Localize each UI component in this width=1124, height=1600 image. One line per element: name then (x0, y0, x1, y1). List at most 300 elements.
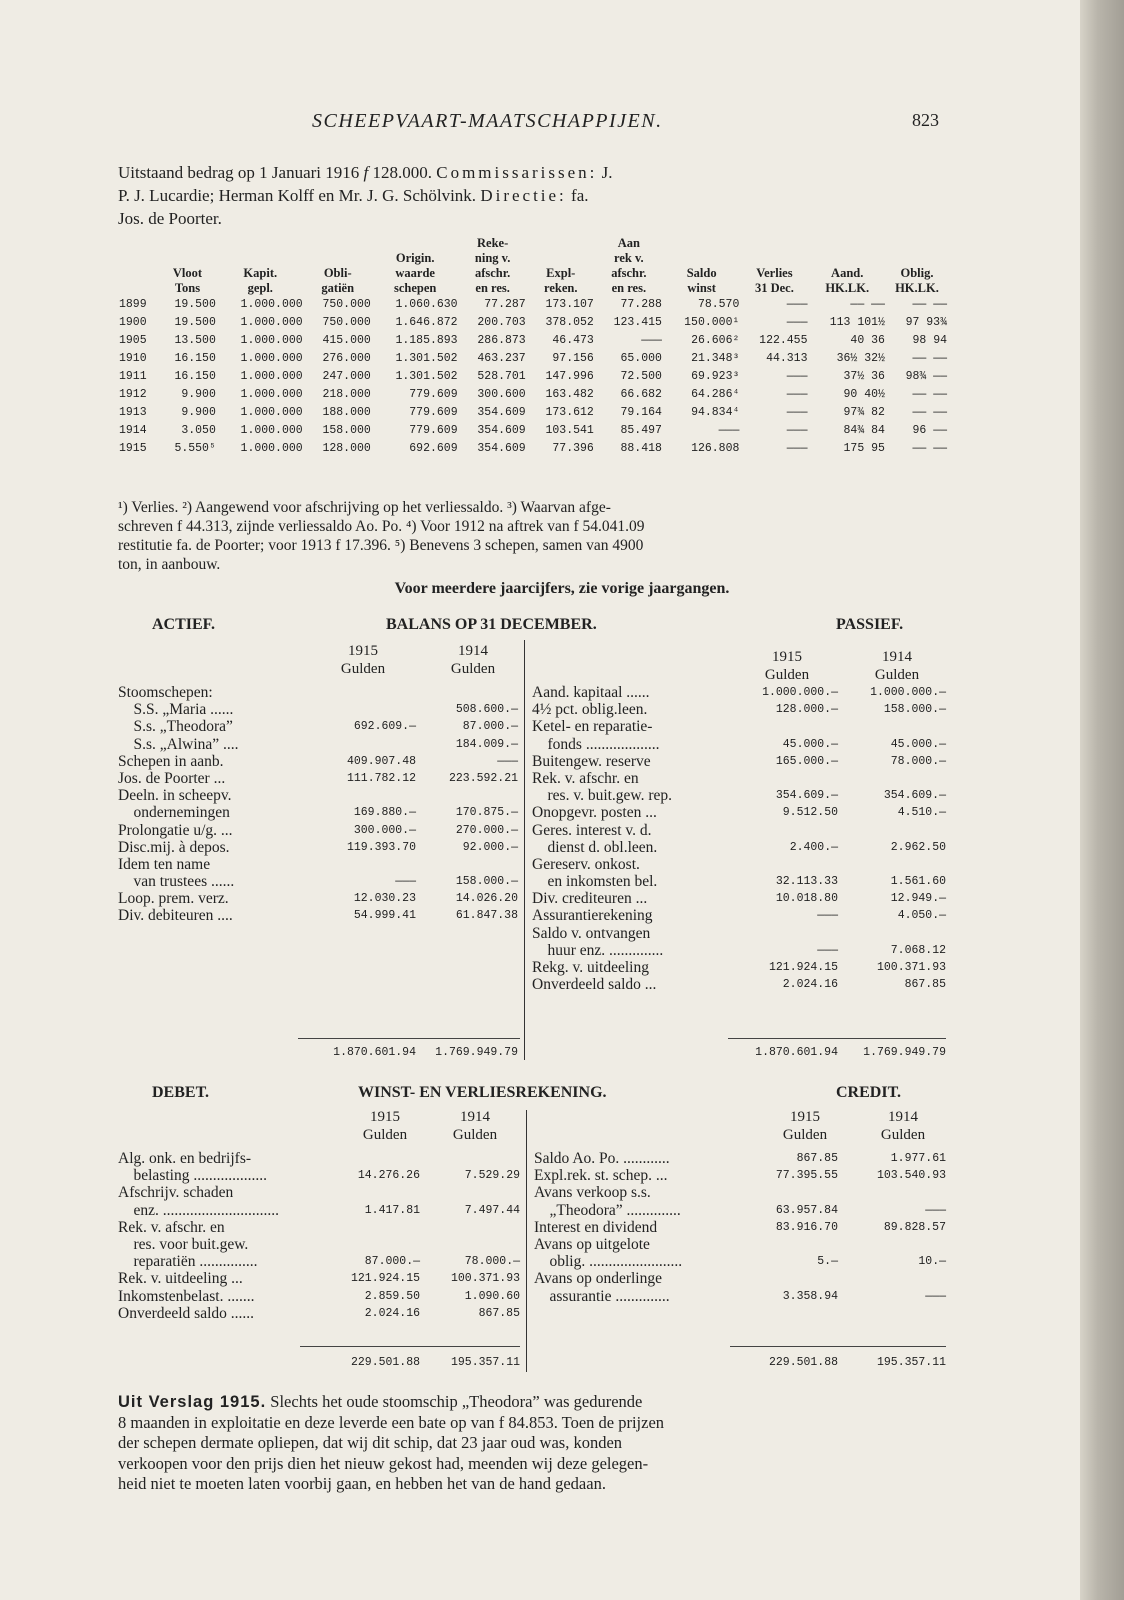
account-label: Onopgevr. posten ... (532, 804, 657, 822)
fleet-cell: 173.612 (545, 406, 594, 419)
commissarissen-names: P. J. Lucardie; Herman Kolff en Mr. J. G. Schölvink. (118, 186, 481, 205)
account-value-1915: 354.609.— (775, 789, 838, 803)
account-label: ondernemingen (118, 804, 230, 822)
account-value-1914: 1.561.60 (890, 875, 946, 889)
fleet-cell: 750.000 (322, 316, 371, 329)
fleet-cell: —— —— (912, 352, 947, 365)
fleet-header-cell: Vloot (172, 266, 203, 280)
fleet-cell: 113 101½ (829, 316, 885, 329)
wv-title: WINST- EN VERLIESREKENING. (358, 1084, 607, 1101)
account-row (534, 1219, 946, 1236)
unit-label: Gulden (362, 1127, 408, 1143)
fleet-cell: 19.500 (174, 298, 216, 311)
account-value-1915: 63.957.84 (775, 1203, 838, 1217)
fleet-cell: 84¾ 84 (843, 424, 885, 437)
fleet-header-cell (740, 236, 808, 251)
account-label: Stoomschepen: (118, 684, 213, 701)
account-value-1915: 128.000.— (775, 703, 838, 717)
year-label: 1915 (348, 643, 378, 659)
fleet-cell: 692.609 (409, 442, 458, 455)
account-value-1914: 7.529.29 (464, 1169, 520, 1183)
account-value-1914: 78.000.— (464, 1255, 520, 1269)
fleet-cell: 1.000.000 (240, 442, 303, 455)
account-label: Buitengew. reserve (532, 752, 651, 770)
fleet-cell: 286.873 (477, 334, 526, 347)
account-row (534, 1184, 946, 1201)
account-label: S.s. „Alwina” .... (118, 735, 239, 753)
fleet-cell: 779.609 (409, 406, 458, 419)
account-row (118, 770, 518, 787)
fleet-cell: 94.834⁴ (691, 406, 740, 419)
account-label: „Theodora” .............. (534, 1201, 681, 1219)
account-label: Prolongatie u/g. ... (118, 821, 233, 839)
fleet-cell: ——— (786, 316, 808, 329)
account-row (534, 1270, 946, 1287)
account-value-1914: ——— (925, 1203, 946, 1217)
fleet-year-cell: 1905 (119, 334, 147, 347)
account-row (118, 1184, 520, 1201)
account-value-1915: 87.000.— (364, 1255, 420, 1269)
debet-title: DEBET. (152, 1084, 210, 1101)
account-value-1915: 692.609.— (353, 720, 416, 734)
unit-label: Gulden (874, 667, 920, 683)
account-value-1915: 54.999.41 (353, 909, 416, 923)
fleet-header-cell: HK.LK. (895, 281, 939, 295)
account-row (532, 753, 946, 770)
fleet-cell: ——— (718, 424, 740, 437)
fleet-header-cell: gatiën (321, 281, 355, 295)
fleet-cell: 26.606² (691, 334, 740, 347)
credit-title: CREDIT. (836, 1084, 902, 1101)
total-value-1915: 1.870.601.94 (755, 1046, 838, 1059)
page-number: 823 (912, 110, 939, 130)
account-value-1914: 184.009.— (455, 737, 518, 751)
fleet-year-cell: 1900 (119, 316, 147, 329)
account-row (118, 1270, 520, 1287)
account-row (118, 753, 518, 770)
fleet-cell: 300.600 (477, 388, 526, 401)
fleet-cell: 163.482 (545, 388, 594, 401)
year-label: 1915 (790, 1109, 820, 1125)
account-value-1914: 867.85 (904, 978, 946, 992)
fleet-cell: 65.000 (620, 352, 662, 365)
account-label: Avans verkoop s.s. (534, 1184, 651, 1202)
fleet-cell: 378.052 (545, 316, 594, 329)
wv-credit-year-2 (858, 1108, 948, 1144)
account-value-1914: ——— (925, 1289, 946, 1303)
more-years-note: Voor meerdere jaarcijfers, zie vorige jaargangen. (394, 580, 730, 597)
account-value-1914: 1.090.60 (464, 1289, 520, 1303)
fleet-cell: 90 40½ (843, 388, 885, 401)
account-row (532, 718, 946, 735)
account-label: Afschrijv. schaden (118, 1184, 234, 1202)
fleet-cell: 98¾ —— (905, 370, 947, 383)
account-value-1914: 1.977.61 (890, 1152, 946, 1165)
fleet-cell: 77.287 (484, 298, 526, 311)
account-value-1914: 7.068.12 (890, 943, 946, 957)
fleet-header-cell (158, 251, 217, 266)
account-value-1914: 78.000.— (890, 754, 946, 768)
verslag-line: verkoopen voor den prijs dien het nieuw gekost had, meenden wij deze gelegen- (118, 1453, 649, 1473)
footnote-line: ton, in aanbouw. (118, 556, 221, 573)
fleet-header-cell: ning v. (474, 251, 511, 265)
fleet-table (118, 236, 948, 458)
account-value-1915: 2.024.16 (782, 978, 838, 992)
account-value-1914: 100.371.93 (876, 961, 946, 974)
fleet-header-cell (663, 236, 740, 251)
fleet-cell: ——— (786, 298, 808, 311)
fleet-year-cell: 1912 (119, 388, 147, 401)
balans-passief-year-2 (852, 648, 942, 684)
fleet-cell: 276.000 (322, 352, 371, 365)
fleet-cell: 158.000 (322, 424, 371, 437)
fleet-cell: 103.541 (545, 424, 594, 437)
account-label: S.S. „Maria ...... (118, 701, 234, 719)
balans-divider (524, 640, 525, 1060)
fleet-cell: 78.570 (697, 298, 740, 311)
account-label: Schepen in aanb. (118, 752, 224, 770)
fleet-cell: 147.996 (545, 370, 594, 383)
fleet-cell: 19.500 (174, 316, 216, 329)
account-value-1915: 1.000.000.— (762, 686, 838, 699)
fleet-row (118, 296, 948, 314)
fleet-cell: 85.497 (620, 424, 662, 437)
account-value-1915: 165.000.— (775, 754, 838, 768)
account-label: Onverdeeld saldo ...... (118, 1304, 255, 1322)
fleet-header-cell: Origin. (395, 251, 435, 265)
fleet-cell: 354.609 (477, 442, 526, 455)
account-value-1915: 12.030.23 (353, 892, 416, 906)
directie-label: Directie: (480, 186, 567, 205)
fleet-row (118, 332, 948, 350)
unit-label: Gulden (452, 1127, 498, 1143)
debet-total (118, 1354, 520, 1371)
account-row (118, 1305, 520, 1322)
account-value-1915: 119.393.70 (346, 840, 416, 854)
account-row (118, 736, 518, 753)
account-value-1915: 2.024.16 (364, 1306, 420, 1320)
intro-amount: 128.000. (368, 163, 437, 182)
fleet-cell: 3.050 (181, 424, 216, 437)
fleet-cell: 40 36 (850, 334, 885, 347)
account-value-1914: 89.828.57 (883, 1220, 946, 1234)
fleet-header-cell (740, 251, 808, 266)
account-label: Rek. v. afschr. en (118, 1218, 225, 1236)
fleet-cell: 1.301.502 (395, 352, 458, 365)
account-label: Deeln. in scheepv. (118, 787, 232, 805)
total-value-1915: 1.870.601.94 (333, 1046, 416, 1059)
fleet-header-cell: Saldo (686, 266, 717, 280)
passief-total-rule (728, 1038, 946, 1039)
fleet-header-cell (886, 236, 948, 251)
fleet-cell: 1.000.000 (240, 424, 303, 437)
account-value-1914: 103.540.93 (876, 1169, 946, 1183)
account-value-1915: ——— (817, 943, 838, 957)
account-row (118, 1236, 520, 1253)
commissarissen-label: Commissarissen: (436, 163, 598, 182)
fleet-cell: 779.609 (409, 388, 458, 401)
fleet-header-cell: en res. (611, 281, 647, 295)
account-label: reparatiën ............... (118, 1253, 258, 1271)
verslag-line: Slechts het oude stoomschip „Theodora” was gedurende (266, 1392, 643, 1411)
year-label: 1914 (460, 1109, 490, 1125)
account-label: Div. crediteuren ... (532, 890, 648, 908)
account-value-1914: 1.000.000.— (870, 686, 946, 699)
fleet-header-cell (118, 251, 158, 266)
fleet-header-row (118, 281, 948, 296)
account-value-1914: 10.— (918, 1255, 946, 1269)
account-value-1915: 77.395.55 (775, 1169, 838, 1183)
fleet-cell: 13.500 (174, 334, 216, 347)
fleet-cell: 1.000.000 (240, 334, 303, 347)
fleet-header-cell: afschr. (474, 266, 511, 280)
fleet-cell: 77.288 (620, 298, 662, 311)
passief-column (532, 684, 946, 993)
account-row (532, 873, 946, 890)
wv-credit-year-1 (760, 1108, 850, 1144)
verslag-line: heid niet te moeten laten voorbij gaan, en hebben het van de hand gedaan. (118, 1474, 606, 1493)
fleet-header-cell: waarde (395, 266, 435, 280)
account-value-1915: ——— (395, 875, 416, 889)
account-row (534, 1167, 946, 1184)
fleet-cell: 122.455 (759, 334, 808, 347)
account-value-1914: 4.510.— (897, 806, 946, 820)
fleet-row (118, 314, 948, 332)
fleet-year-cell: 1911 (119, 370, 147, 383)
fleet-cell: —— —— (912, 298, 947, 311)
fleet-cell: 69.923³ (691, 370, 740, 383)
account-row (532, 890, 946, 907)
account-label: Rekg. v. uitdeeling (532, 959, 649, 976)
account-label: Rek. v. uitdeeling ... (118, 1270, 243, 1288)
fleet-cell: 123.415 (613, 316, 662, 329)
fleet-cell: 66.682 (620, 388, 662, 401)
account-value-1915: 83.916.70 (775, 1220, 838, 1234)
fleet-cell: 1.000.000 (240, 406, 303, 419)
fleet-cell: —— —— (912, 442, 947, 455)
actief-column (118, 684, 518, 925)
account-row (534, 1202, 946, 1219)
fleet-header-cell (808, 251, 885, 266)
account-value-1914: 867.85 (478, 1306, 520, 1320)
fleet-cell: —— —— (912, 388, 947, 401)
account-row (118, 804, 518, 821)
account-row (532, 976, 946, 993)
total-value-1914: 1.769.949.79 (435, 1046, 518, 1059)
account-row (118, 1150, 520, 1167)
fleet-header-cell: en res. (475, 281, 510, 295)
debet-column (118, 1150, 520, 1322)
total-value-1914: 195.357.11 (876, 1356, 946, 1369)
account-row (118, 890, 518, 907)
fleet-cell: 1.000.000 (240, 352, 303, 365)
verslag-line: der schepen dermate opliepen, dat wij dit schip, dat 23 jaar oud was, konden (118, 1433, 623, 1452)
account-label: 4½ pct. oblig.leen. (532, 701, 648, 719)
intro-line-1 (118, 162, 948, 183)
fleet-header-cell (217, 236, 304, 251)
fleet-header-cell: Verlies (756, 266, 793, 280)
account-row (118, 1253, 520, 1270)
fleet-header-cell (808, 236, 885, 251)
fleet-header-cell (663, 251, 740, 266)
fleet-year-cell: 1899 (119, 298, 147, 311)
fleet-header-cell (118, 236, 158, 251)
account-row (532, 804, 946, 821)
account-value-1915: 867.85 (796, 1152, 838, 1165)
credit-total (534, 1354, 946, 1371)
fleet-row (118, 350, 948, 368)
fleet-header-cell: gepl. (247, 281, 273, 295)
account-value-1915: 409.907.48 (346, 754, 416, 768)
account-value-1915: 300.000.— (353, 823, 416, 837)
florin-sign: f (363, 163, 369, 182)
account-label: dienst d. obl.leen. (532, 838, 658, 856)
fleet-cell: —— —— (850, 298, 885, 311)
year-label: 1914 (458, 643, 488, 659)
account-label: oblig. ........................ (534, 1253, 683, 1271)
account-row (534, 1150, 946, 1167)
account-value-1915: 2.859.50 (364, 1289, 420, 1303)
book-spine (1080, 0, 1124, 1600)
fleet-row (118, 440, 948, 458)
account-value-1914: 7.497.44 (464, 1203, 520, 1217)
fleet-header-cell (304, 236, 372, 251)
account-value-1915: 9.512.50 (782, 806, 838, 820)
unit-label: Gulden (764, 667, 810, 683)
credit-column (534, 1150, 946, 1305)
fleet-cell: 175 95 (843, 442, 885, 455)
fleet-cell: 1.000.000 (240, 388, 303, 401)
fleet-year-cell: 1910 (119, 352, 147, 365)
account-value-1914: 87.000.— (462, 720, 518, 734)
account-label: fonds ................... (532, 735, 660, 753)
fleet-header-cell: winst (687, 281, 716, 295)
account-label: Onverdeeld saldo ... (532, 976, 657, 994)
year-label: 1914 (882, 649, 912, 665)
fleet-cell: 1.000.000 (240, 298, 303, 311)
account-value-1914: 92.000.— (462, 840, 518, 854)
actief-total-rule (298, 1038, 520, 1039)
fleet-header-cell: Oblig. (900, 266, 934, 280)
fleet-cell: 97¾ 82 (843, 406, 885, 419)
fleet-cell: 46.473 (552, 334, 594, 347)
fleet-cell: 21.348³ (691, 352, 740, 365)
account-row (532, 839, 946, 856)
account-value-1915: 1.417.81 (364, 1203, 420, 1217)
account-label: res. v. buit.gew. rep. (532, 787, 673, 805)
account-label: Alg. onk. en bedrijfs- (118, 1150, 252, 1167)
account-label: en inkomsten bel. (532, 873, 658, 891)
account-value-1914: 158.000.— (883, 703, 946, 717)
fleet-year-cell: 1915 (119, 442, 147, 455)
fleet-cell: 354.609 (477, 406, 526, 419)
fleet-header-cell (372, 236, 459, 251)
fleet-cell: 1.185.893 (395, 334, 458, 347)
fleet-cell: 88.418 (620, 442, 662, 455)
fleet-cell: 96 —— (912, 424, 947, 437)
fleet-cell: 354.609 (477, 424, 526, 437)
passief-total (532, 1044, 946, 1061)
fleet-header-cell: schepen (394, 281, 437, 295)
fleet-header-cell (304, 251, 372, 266)
account-row (532, 907, 946, 924)
fleet-cell: 1.646.872 (395, 316, 458, 329)
account-value-1915: 111.782.12 (346, 771, 416, 785)
account-label: Rek. v. afschr. en (532, 769, 639, 787)
fleet-cell: 128.000 (322, 442, 371, 455)
account-label: S.s. „Theodora” (118, 718, 233, 736)
fleet-header-cell: 31 Dec. (754, 281, 794, 295)
account-row (118, 1219, 520, 1236)
fleet-cell: 1.000.000 (240, 316, 303, 329)
account-row (532, 736, 946, 753)
fleet-header-row (118, 236, 948, 251)
fleet-cell: 9.900 (181, 388, 216, 401)
wv-divider (526, 1110, 527, 1372)
fleet-cell: 247.000 (322, 370, 371, 383)
fleet-header-cell (886, 251, 948, 266)
intro-text: fa. (566, 186, 589, 205)
account-value-1915: 32.113.33 (775, 875, 838, 889)
total-value-1915: 229.501.88 (350, 1356, 420, 1369)
account-value-1914: 14.026.20 (455, 892, 518, 906)
balans-actief-year-2 (428, 642, 518, 678)
account-value-1915: 14.276.26 (357, 1169, 420, 1183)
fleet-cell: 750.000 (322, 298, 371, 311)
fleet-cell: 16.150 (174, 370, 216, 383)
account-row (532, 684, 946, 701)
total-value-1915: 229.501.88 (768, 1356, 838, 1369)
account-row (118, 839, 518, 856)
account-row (532, 701, 946, 718)
account-row (118, 1288, 520, 1305)
account-value-1914: 61.847.38 (455, 909, 518, 923)
credit-total-rule (730, 1346, 946, 1347)
fleet-cell: ——— (786, 424, 808, 437)
fleet-cell: 200.703 (477, 316, 526, 329)
fleet-header-cell: Kapit. (243, 266, 278, 280)
fleet-cell: ——— (641, 334, 662, 347)
running-head-title: SCHEEPVAART-MAATSCHAPPIJEN. (312, 110, 663, 132)
fleet-cell: 9.900 (181, 406, 216, 419)
intro-text: J. (597, 163, 613, 182)
year-label: 1915 (772, 649, 802, 665)
account-row (118, 1202, 520, 1219)
account-value-1915: 10.018.80 (775, 892, 838, 906)
fleet-cell: 79.164 (620, 406, 662, 419)
fleet-header-cell: Obli- (323, 266, 352, 280)
fleet-cell: 528.701 (477, 370, 526, 383)
running-head (0, 110, 1124, 134)
fleet-cell: 1.000.000 (240, 370, 303, 383)
account-label: Ketel- en reparatie- (532, 718, 653, 736)
account-row (532, 822, 946, 839)
unit-label: Gulden (340, 661, 386, 677)
fleet-cell: 779.609 (409, 424, 458, 437)
account-row (532, 770, 946, 787)
account-row (118, 718, 518, 735)
account-value-1914: 354.609.— (883, 789, 946, 803)
account-label: Saldo v. ontvangen (532, 924, 651, 942)
fleet-cell: 1.060.630 (395, 298, 458, 311)
passief-title: PASSIEF. (836, 616, 904, 633)
account-value-1915: 2.400.— (789, 840, 838, 854)
account-label: res. voor buit.gew. (118, 1235, 249, 1253)
year-label: 1915 (370, 1109, 400, 1125)
fleet-header-cell (527, 236, 595, 251)
account-value-1915: 121.924.15 (350, 1272, 420, 1286)
account-label: Avans op onderlinge (534, 1270, 662, 1288)
